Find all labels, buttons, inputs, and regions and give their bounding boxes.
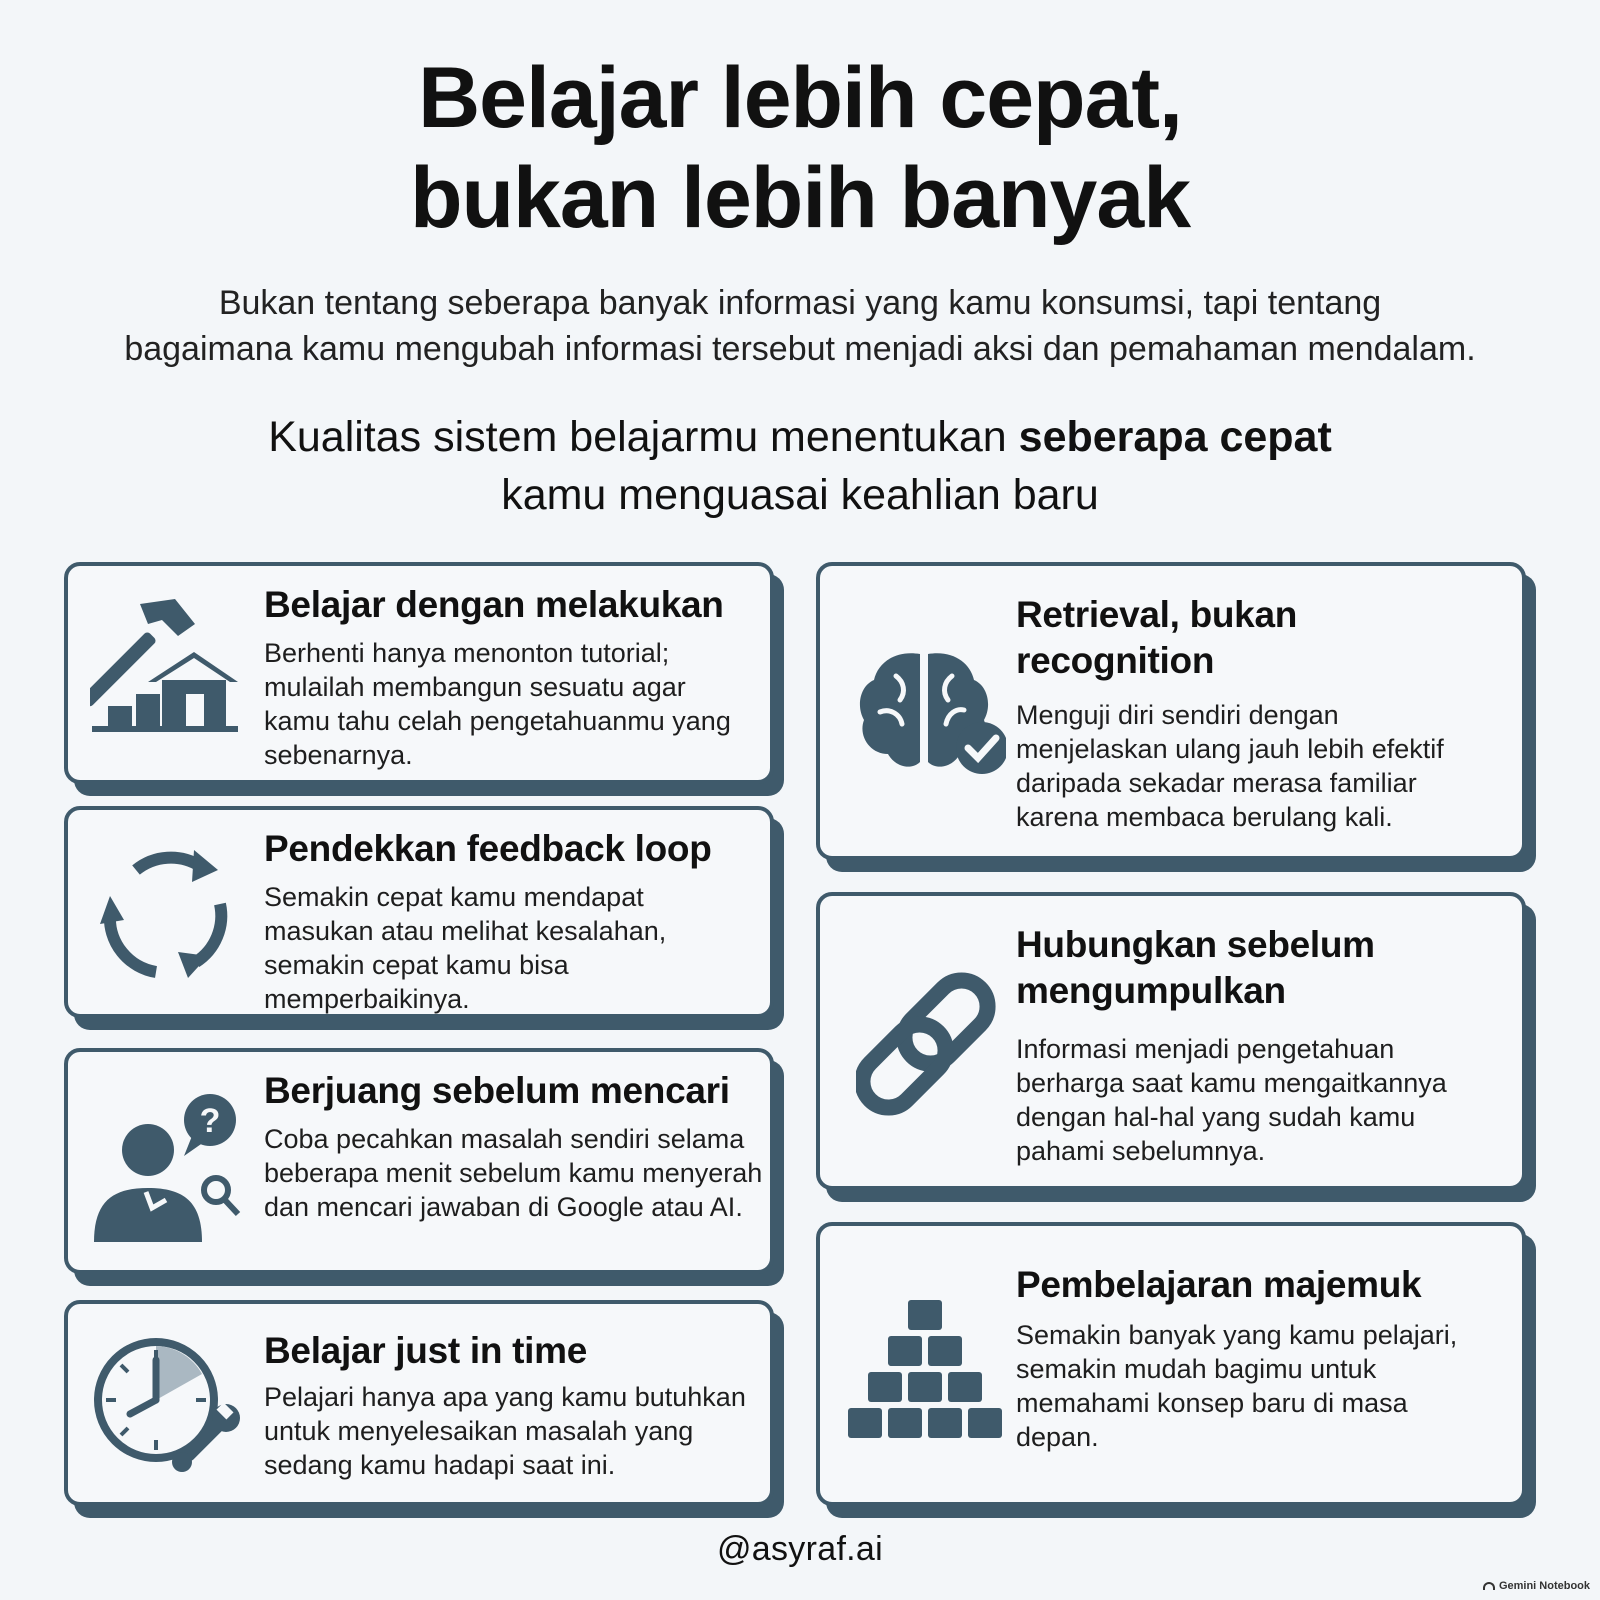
tagline [0, 408, 1600, 524]
card-text: Berhenti hanya menonton tutorial; mulailah membangun sesuatu agar kamu tahu celah pengetahuanmu yang sebenarnya. [264, 638, 731, 770]
person-question-icon [92, 1092, 242, 1242]
card-title: Hubungkan sebelum mengumpulkan [1016, 924, 1375, 1011]
card-text: Menguji diri sendiri dengan menjelaskan ulang jauh lebih efektif daripada sekadar merasa familiar karena membaca berulang kali. [1016, 700, 1444, 832]
card-title: Pendekkan feedback loop [264, 828, 712, 869]
card-learn-by-doing [64, 562, 774, 784]
card-struggle-first [64, 1048, 774, 1274]
tagline-part-1: Kualitas sistem belajarmu menentukan [268, 413, 1019, 461]
badge-label: Gemini Notebook [1498, 1580, 1590, 1592]
gemini-notebook-badge [1483, 1580, 1590, 1592]
card-compound-learning [816, 1222, 1526, 1506]
card-text: Semakin banyak yang kamu pelajari, semakin mudah bagimu untuk memahami konsep baru di masa depan. [1016, 1320, 1458, 1452]
card-title: Pembelajaran majemuk [1016, 1264, 1422, 1305]
card-feedback-loop [64, 806, 774, 1018]
title-line-1: Belajar lebih cepat, [418, 50, 1182, 146]
author-handle: @asyraf.ai [716, 1530, 883, 1568]
card-title: Berjuang sebelum mencari [264, 1070, 730, 1111]
chain-link-icon [856, 970, 1006, 1120]
page-title [0, 48, 1600, 248]
card-retrieval [816, 562, 1526, 860]
card-just-in-time [64, 1300, 774, 1506]
card-connect [816, 892, 1526, 1190]
card-title: Belajar just in time [264, 1330, 587, 1371]
subtitle [0, 280, 1600, 372]
notebook-logo-icon [1483, 1582, 1495, 1590]
card-text: Informasi menjadi pengetahuan berharga saat kamu mengaitkannya dengan hal-hal yang sudah kamu pahami sebelumnya. [1016, 1034, 1447, 1166]
card-title: Belajar dengan melakukan [264, 584, 724, 625]
blocks-pyramid-icon [846, 1298, 1006, 1448]
clock-wrench-icon [90, 1334, 240, 1484]
svg-text:?: ? [199, 1102, 221, 1140]
brain-check-icon [856, 646, 1006, 776]
tagline-bold: seberapa cepat [1018, 413, 1332, 461]
card-title: Retrieval, bukan recognition [1016, 594, 1298, 681]
subtitle-line-2: bagaimana kamu mengubah informasi tersebut menjadi aksi dan pemahaman mendalam. [124, 330, 1476, 368]
hammer-house-icon [90, 594, 240, 734]
tagline-part-2: kamu menguasai keahlian baru [501, 471, 1099, 519]
card-text: Coba pecahkan masalah sendiri selama beberapa menit sebelum kamu menyerah dan mencari jawaban di Google atau AI. [264, 1124, 763, 1222]
card-text: Pelajari hanya apa yang kamu butuhkan untuk menyelesaikan masalah yang sedang kamu hadapi saat ini. [264, 1382, 746, 1480]
card-text: Semakin cepat kamu mendapat masukan atau melihat kesalahan, semakin cepat kamu bisa memperbaikinya. [264, 882, 667, 1014]
cycle-arrows-icon [96, 844, 236, 984]
title-line-2: bukan lebih banyak [409, 150, 1191, 246]
subtitle-line-1: Bukan tentang seberapa banyak informasi yang kamu konsumsi, tapi tentang [218, 284, 1382, 322]
